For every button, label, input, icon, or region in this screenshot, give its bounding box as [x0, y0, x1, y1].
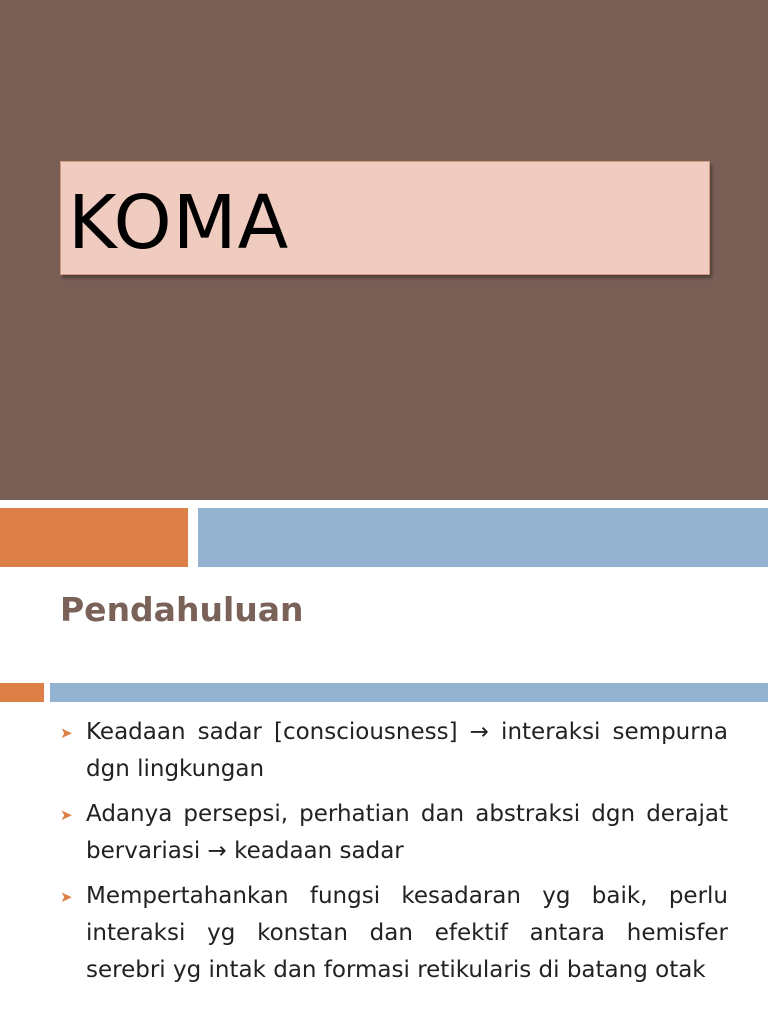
- title-box: [60, 161, 710, 275]
- header-band-orange: [0, 508, 188, 567]
- accent-bar-orange: [0, 683, 44, 702]
- section-heading: Pendahuluan: [60, 590, 304, 629]
- bullet-item: [60, 878, 728, 989]
- slide-title: KOMA: [68, 180, 290, 266]
- chevron-right-icon: ➤: [60, 806, 73, 824]
- chevron-right-icon: ➤: [60, 724, 73, 742]
- chevron-right-icon: ➤: [60, 888, 73, 906]
- header-band-blue: [198, 508, 768, 567]
- accent-bar-blue: [50, 683, 768, 702]
- bullet-item: [60, 714, 728, 788]
- bullet-list: [60, 714, 728, 997]
- bullet-text: Mempertahankan fungsi kesadaran yg baik, perlu interaksi yg konstan dan efektif antara hemisfer serebri yg intak dan formasi retikularis di batang otak: [86, 883, 728, 983]
- bullet-item: [60, 796, 728, 870]
- slide-divider: [0, 500, 768, 508]
- title-slide: [0, 0, 768, 500]
- bullet-text: Keadaan sadar [consciousness] → interaksi sempurna dgn lingkungan: [86, 719, 728, 782]
- bullet-text: Adanya persepsi, perhatian dan abstraksi dgn derajat bervariasi → keadaan sadar: [86, 801, 728, 864]
